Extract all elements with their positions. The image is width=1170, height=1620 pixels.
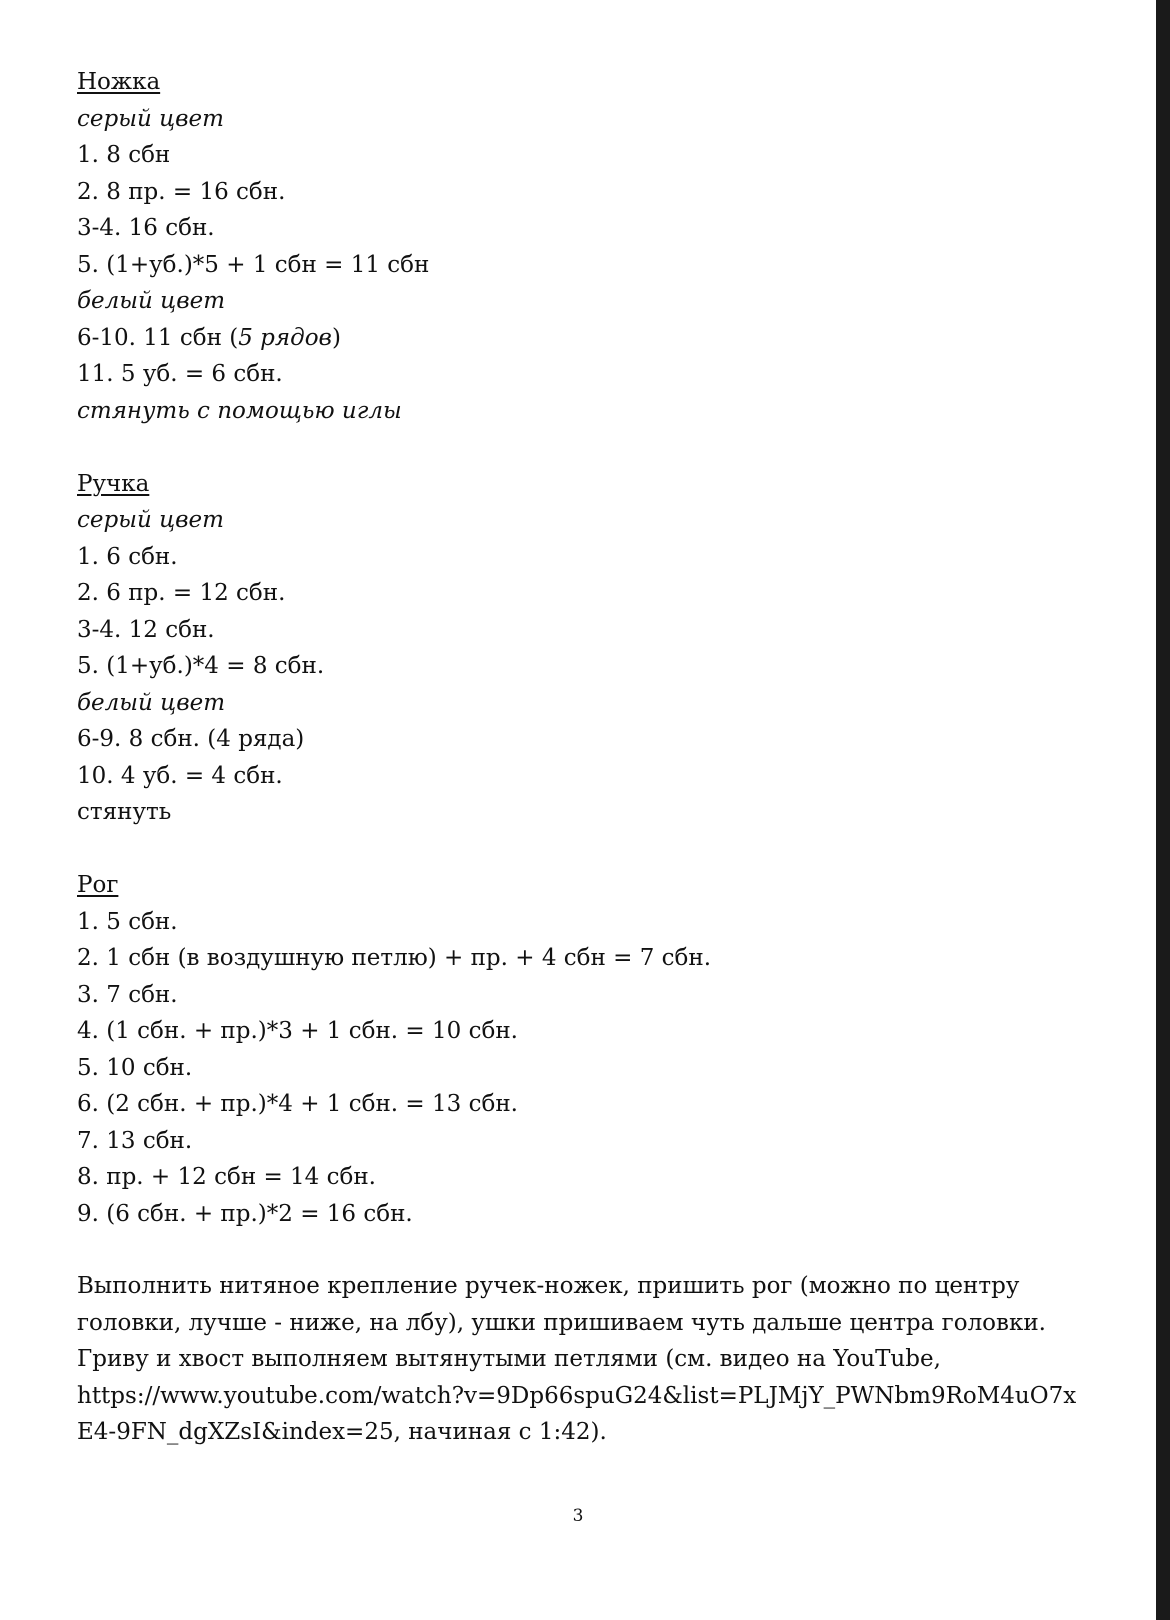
instruction-line: белый цвет — [77, 689, 226, 716]
youtube-link-line[interactable]: https://www.youtube.com/watch?v=9Dp66spuG24&list=PLJMjY_PWNbm9RoM4uO7x — [77, 1382, 1077, 1409]
instruction-line: 6-9. 8 сбн. (4 ряда) — [77, 726, 305, 752]
paragraph-line: Выполнить нитяное крепление ручек-ножек, пришить рог (можно по центру — [77, 1273, 1020, 1299]
document-content — [77, 64, 1107, 1451]
instruction-line: 5. 10 сбн. — [77, 1054, 193, 1081]
paragraph-line: головки, лучше - ниже, на лбу), ушки пришиваем чуть дальше центра головки. — [77, 1309, 1046, 1336]
section-title: Ножка — [77, 69, 161, 95]
section-title: Ручка — [77, 470, 150, 497]
instruction-line: 2. 8 пр. = 16 сбн. — [77, 178, 286, 205]
section-title: Рог — [77, 872, 119, 898]
final-paragraph — [77, 1268, 1107, 1451]
spacer — [77, 831, 1107, 868]
instruction-line-italic: 5 рядов — [238, 324, 332, 351]
instruction-line: стянуть с помощью иглы — [77, 397, 402, 424]
page-number: 3 — [572, 1506, 584, 1526]
instruction-line: 3-4. 12 сбн. — [77, 616, 215, 643]
instruction-line: 1. 8 сбн — [77, 142, 171, 168]
instruction-line: 5. (1+уб.)*4 = 8 сбн. — [77, 653, 325, 679]
section-nozhka — [77, 64, 1107, 429]
instruction-line: 11. 5 уб. = 6 сбн. — [77, 361, 283, 387]
instruction-line: 9. (6 сбн. + пр.)*2 = 16 сбн. — [77, 1200, 413, 1227]
page-edge-shadow — [1156, 0, 1170, 1620]
instruction-line: 8. пр. + 12 сбн = 14 сбн. — [77, 1164, 376, 1190]
paragraph-line: E4-9FN_dgXZsI&index=25, начиная с 1:42). — [77, 1419, 607, 1445]
instruction-line: 2. 6 пр. = 12 сбн. — [77, 580, 286, 606]
instruction-line: 4. (1 сбн. + пр.)*3 + 1 сбн. = 10 сбн. — [77, 1018, 518, 1044]
section-rog — [77, 867, 1107, 1232]
instruction-line: серый цвет — [77, 507, 224, 533]
instruction-line — [77, 320, 1107, 357]
instruction-line: 7. 13 сбн. — [77, 1127, 193, 1154]
instruction-line-main: 6-10. 11 сбн ( — [77, 324, 239, 351]
instruction-line: 10. 4 уб. = 4 сбн. — [77, 762, 283, 789]
instruction-line: 3. 7 сбн. — [77, 981, 178, 1008]
instruction-line-suffix: ) — [331, 324, 341, 351]
instruction-line: 1. 6 сбн. — [77, 543, 178, 570]
instruction-line: 3-4. 16 сбн. — [77, 215, 215, 241]
instruction-line: серый цвет — [77, 105, 224, 132]
instruction-line: 1. 5 сбн. — [77, 908, 178, 935]
instruction-line: 2. 1 сбн (в воздушную петлю) + пр. + 4 сбн = 7 сбн. — [77, 945, 712, 971]
spacer — [77, 429, 1107, 466]
instruction-line: стянуть — [77, 799, 172, 825]
instruction-line: белый цвет — [77, 288, 226, 314]
section-ruchka — [77, 466, 1107, 831]
paragraph-line: Гриву и хвост выполняем вытянутыми петлями (см. видео на YouTube, — [77, 1346, 941, 1372]
instruction-line: 6. (2 сбн. + пр.)*4 + 1 сбн. = 13 сбн. — [77, 1091, 518, 1117]
instruction-line: 5. (1+уб.)*5 + 1 сбн = 11 сбн — [77, 251, 430, 278]
